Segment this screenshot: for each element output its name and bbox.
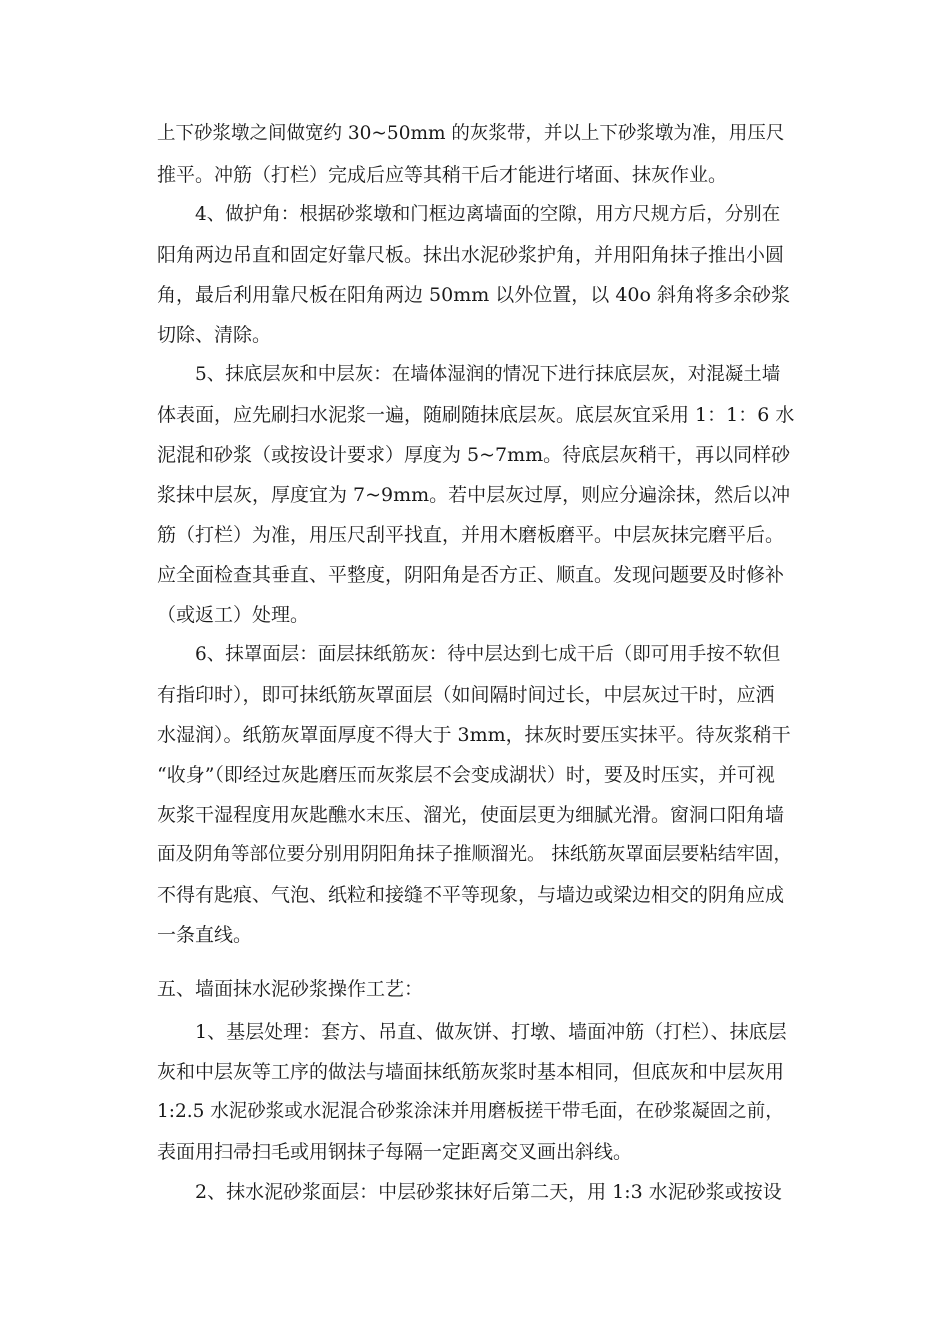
text-line: 浆抹中层灰，厚度宜为 7~9mm。若中层灰过厚，则应分遍涂抹，然后以冲: [157, 484, 791, 506]
text-line: 灰和中层灰等工序的做法与墙面抹纸筋灰浆时基本相同，但底灰和中层灰用: [157, 1061, 785, 1083]
section-heading: 五、墙面抹水泥砂浆操作工艺：: [157, 978, 424, 1000]
text-line: “收身”（即经过灰匙磨压而灰浆层不会变成湖状）时，要及时压实，并可视: [157, 764, 775, 786]
text-line: 有指印时），即可抹纸筋灰罩面层（如间隔时间过长，中层灰过干时，应洒: [157, 684, 775, 706]
text-line: 角，最后利用靠尺板在阳角两边 50mm 以外位置，以 40o 斜角将多余砂浆: [157, 284, 790, 306]
text-line: 4、做护角：根据砂浆墩和门框边离墙面的空隙，用方尺规方后，分别在: [195, 204, 781, 225]
text-line: 一条直线。: [157, 924, 253, 946]
text-line: 表面用扫帚扫毛或用钢抹子每隔一定距离交叉画出斜线。: [157, 1141, 633, 1163]
text-line: 泥混和砂浆（或按设计要求）厚度为 5~7mm。待底层灰稍干，再以同样砂: [157, 444, 791, 466]
text-line: 面及阴角等部位要分别用阴阳角抹子推顺溜光。 抹纸筋灰罩面层要粘结牢固，: [157, 844, 792, 865]
text-line: 上下砂浆墩之间做宽约 30~50mm 的灰浆带，并以上下砂浆墩为准，用压尺: [157, 123, 785, 144]
text-line: 2、抹水泥砂浆面层：中层砂浆抹好后第二天，用 1:3 水泥砂浆或按设: [195, 1181, 782, 1203]
text-line: 切除、清除。: [157, 324, 272, 346]
text-line: 6、抹罩面层：面层抹纸筋灰：待中层达到七成干后（即可用手按不软但: [195, 644, 781, 665]
text-line: 筋（打栏）为准，用压尺刮平找直，并用木磨板磨平。中层灰抹完磨平后。: [157, 524, 785, 546]
text-line: 灰浆干湿程度用灰匙醮水末压、溜光，使面层更为细腻光滑。窗洞口阳角墙: [157, 804, 785, 826]
text-line: 推平。冲筋（打栏）完成后应等其稍干后才能进行堵面、抹灰作业。: [157, 164, 728, 186]
text-line: 阳角两边吊直和固定好靠尺板。抹出水泥砂浆护角，并用阳角抹子推出小圆: [157, 244, 785, 266]
text-line: 不得有匙痕、气泡、纸粒和接缝不平等现象，与墙边或梁边相交的阴角应成: [157, 884, 785, 906]
text-line: （或返工）处理。: [157, 604, 310, 626]
text-line: 1:2.5 水泥砂浆或水泥混合砂浆涂沫并用磨板搓干带毛面，在砂浆凝固之前，: [157, 1101, 784, 1122]
text-line: 1、基层处理：套方、吊直、做灰饼、打墩、墙面冲筋（打栏）、抹底层: [195, 1021, 787, 1043]
text-line: 体表面，应先刷扫水泥浆一遍，随刷随抹底层灰。底层灰宜采用 1：1：6 水: [157, 404, 795, 426]
text-line: 水湿润）。纸筋灰罩面厚度不得大于 3mm，抹灰时要压实抹平。待灰浆稍干: [157, 724, 791, 746]
text-line: 5、抹底层灰和中层灰：在墙体湿润的情况下进行抹底层灰，对混凝土墙: [195, 364, 781, 385]
text-line: 应全面检查其垂直、平整度，阴阳角是否方正、顺直。发现问题要及时修补: [157, 564, 785, 586]
